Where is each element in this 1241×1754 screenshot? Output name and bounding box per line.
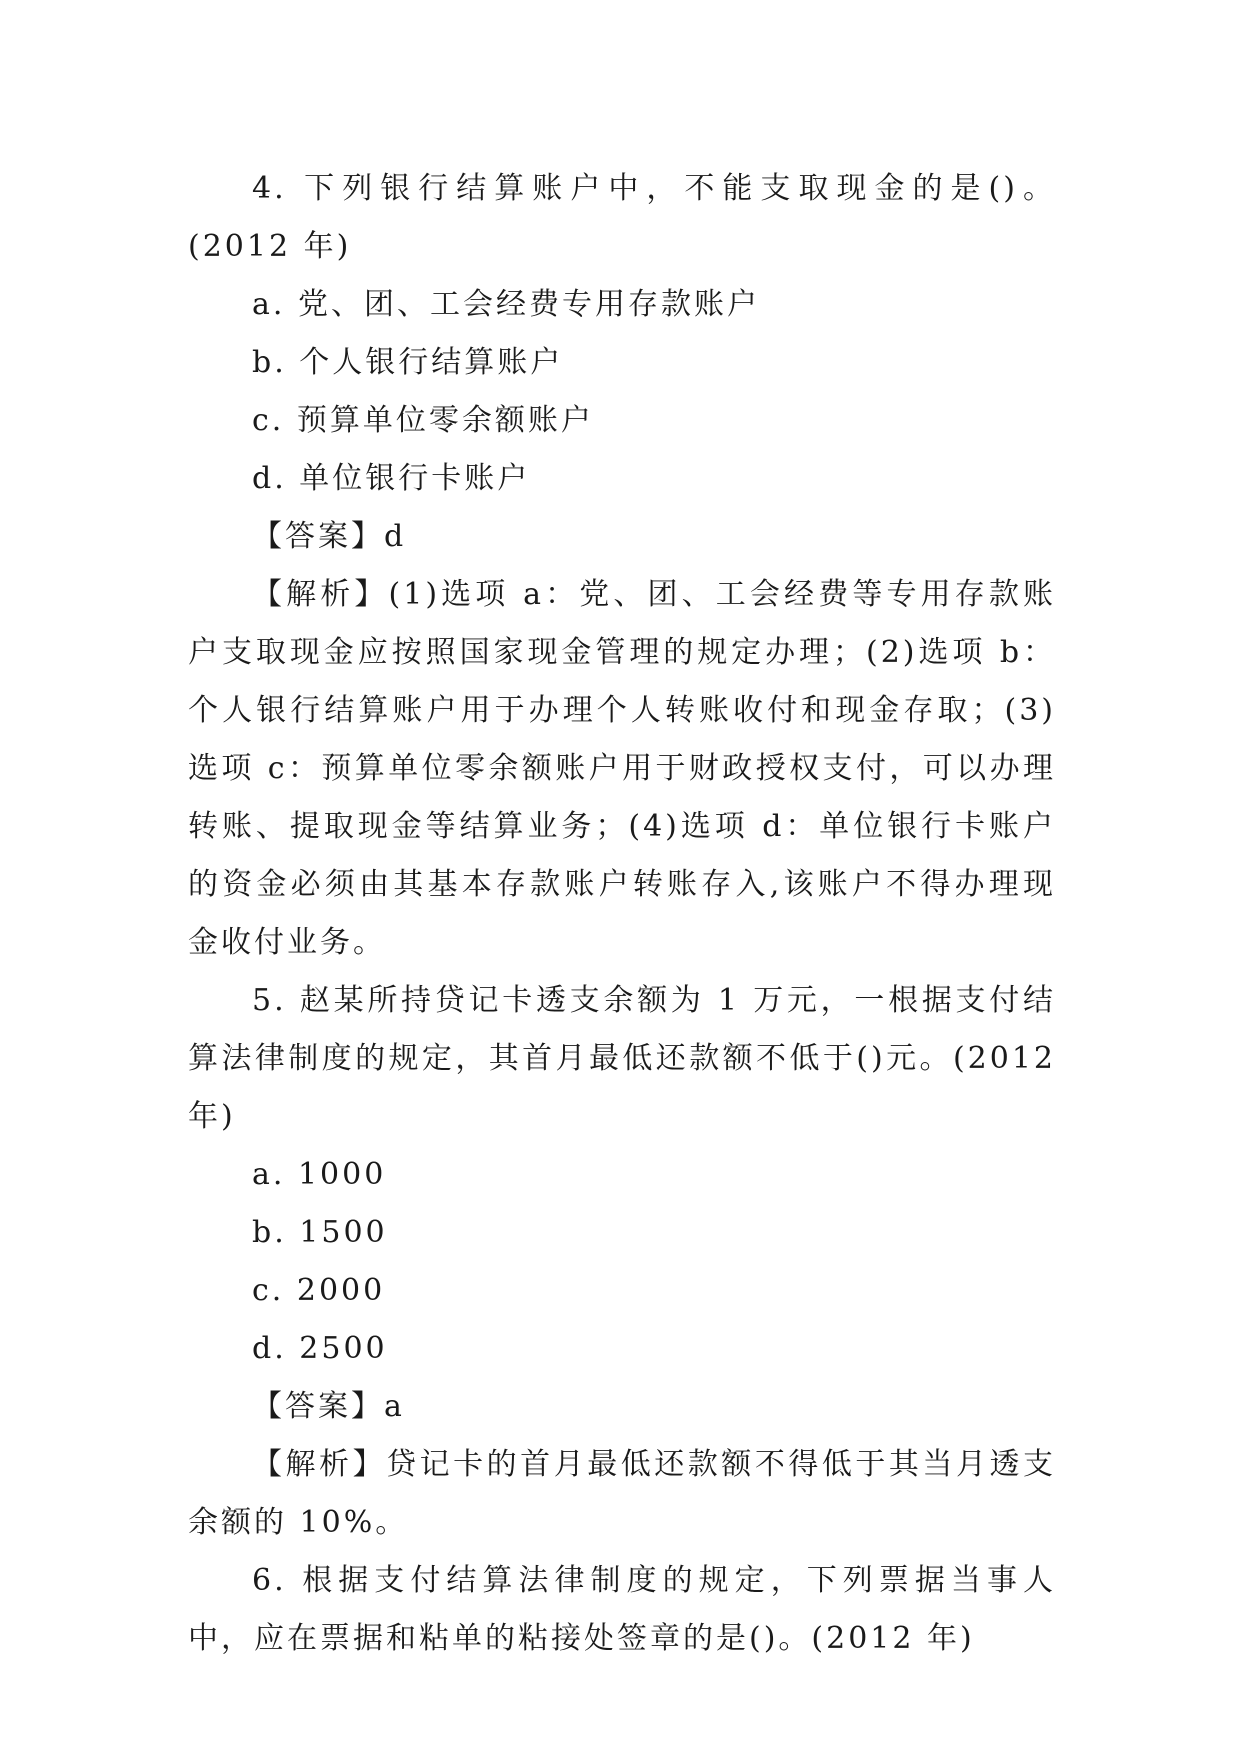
question-5-option-b: b. 1500 (252, 1215, 388, 1250)
question-4-option-b: b. 个人银行结算账户 (252, 345, 564, 380)
document-body (188, 160, 1056, 1668)
question-5-answer: 【答案】a (252, 1389, 405, 1424)
question-4-answer: 【答案】d (252, 519, 407, 554)
question-4-option-c: c. 预算单位零余额账户 (252, 403, 594, 438)
question-4-stem: 4. 下列银行结算账户中，不能支取现金的是()。(2012 年) (188, 171, 1056, 264)
question-4-option-a: a. 党、团、工会经费专用存款账户 (252, 287, 760, 322)
question-5-option-d: d. 2500 (252, 1331, 388, 1366)
question-5-analysis: 【解析】贷记卡的首月最低还款额不得低于其当月透支余额的 10%。 (188, 1447, 1056, 1540)
question-5-stem: 5. 赵某所持贷记卡透支余额为 1 万元，一根据支付结算法律制度的规定，其首月最低还款额不低于()元。(2012 年) (188, 983, 1056, 1134)
question-4-analysis: 【解析】(1)选项 a：党、团、工会经费等专用存款账户支取现金应按照国家现金管理的规定办理；(2)选项 b：个人银行结算账户用于办理个人转账收付和现金存取；(3)选项 c：预算单位零余额账户用于财政授权支付，可以办理转账、提取现金等结算业务；(4)选项 d：单位银行卡账户的资金必须由其基本存款账户转账存入,该账户不得办理现金收付业务。 (188, 577, 1056, 960)
question-4-option-d: d. 单位银行卡账户 (252, 461, 531, 496)
question-5-option-c: c. 2000 (252, 1273, 386, 1308)
question-5-option-a: a. 1000 (252, 1157, 387, 1192)
question-6-stem: 6. 根据支付结算法律制度的规定，下列票据当事人中，应在票据和粘单的粘接处签章的是()。(2012 年) (188, 1563, 1056, 1656)
